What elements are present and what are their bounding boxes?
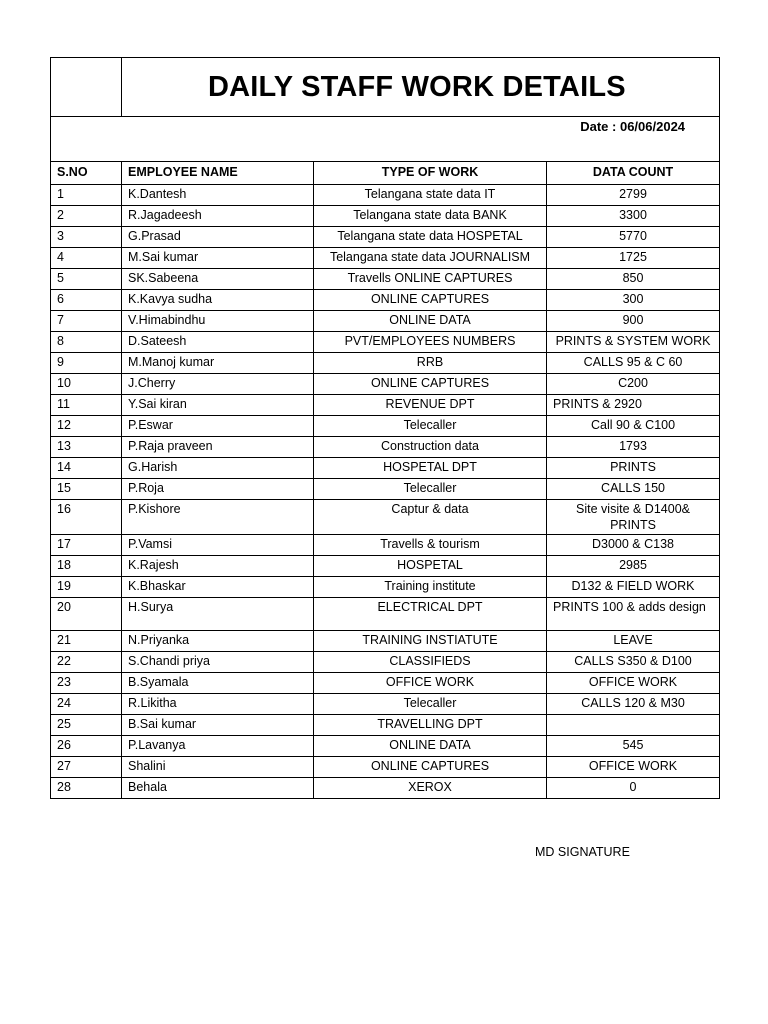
cell-type-of-work: Travells ONLINE CAPTURES [314, 269, 547, 290]
cell-type-of-work: Telangana state data HOSPETAL [314, 227, 547, 248]
cell-sno: 20 [51, 598, 122, 631]
cell-sno: 7 [51, 311, 122, 332]
cell-sno: 13 [51, 437, 122, 458]
cell-type-of-work: Travells & tourism [314, 535, 547, 556]
cell-employee-name: Behala [122, 778, 314, 799]
cell-employee-name: SK.Sabeena [122, 269, 314, 290]
cell-sno: 24 [51, 694, 122, 715]
cell-type-of-work: ONLINE CAPTURES [314, 374, 547, 395]
cell-employee-name: P.Kishore [122, 500, 314, 535]
cell-employee-name: R.Jagadeesh [122, 206, 314, 227]
cell-sno: 28 [51, 778, 122, 799]
cell-data-count: CALLS 95 & C 60 [547, 353, 720, 374]
page-title: DAILY STAFF WORK DETAILS [122, 58, 720, 117]
cell-type-of-work: Training institute [314, 577, 547, 598]
cell-data-count: CALLS 120 & M30 [547, 694, 720, 715]
cell-data-count: D3000 & C138 [547, 535, 720, 556]
cell-sno: 19 [51, 577, 122, 598]
cell-data-count: Call 90 & C100 [547, 416, 720, 437]
cell-sno: 2 [51, 206, 122, 227]
cell-employee-name: P.Roja [122, 479, 314, 500]
header-data-count: DATA COUNT [547, 162, 720, 185]
cell-employee-name: Y.Sai kiran [122, 395, 314, 416]
table-row [51, 598, 720, 631]
cell-sno: 11 [51, 395, 122, 416]
cell-sno: 15 [51, 479, 122, 500]
table-row [51, 652, 720, 673]
table-row [51, 577, 720, 598]
cell-data-count: PRINTS 100 & adds design [547, 598, 720, 631]
table-row [51, 715, 720, 736]
table-row [51, 290, 720, 311]
cell-type-of-work: TRAVELLING DPT [314, 715, 547, 736]
cell-data-count: 1793 [547, 437, 720, 458]
cell-data-count: LEAVE [547, 631, 720, 652]
cell-sno: 3 [51, 227, 122, 248]
cell-type-of-work: ELECTRICAL DPT [314, 598, 547, 631]
table-row [51, 458, 720, 479]
cell-data-count: PRINTS & SYSTEM WORK [547, 332, 720, 353]
table-header-row [51, 162, 720, 185]
cell-employee-name: G.Prasad [122, 227, 314, 248]
cell-data-count: 545 [547, 736, 720, 757]
cell-employee-name: V.Himabindhu [122, 311, 314, 332]
cell-employee-name: S.Chandi priya [122, 652, 314, 673]
cell-type-of-work: CLASSIFIEDS [314, 652, 547, 673]
cell-data-count: OFFICE WORK [547, 673, 720, 694]
report-date: Date : 06/06/2024 [51, 117, 720, 162]
cell-employee-name: P.Eswar [122, 416, 314, 437]
cell-employee-name: P.Raja praveen [122, 437, 314, 458]
table-row [51, 395, 720, 416]
date-row [51, 117, 720, 162]
cell-sno: 21 [51, 631, 122, 652]
cell-employee-name: R.Likitha [122, 694, 314, 715]
cell-type-of-work: Telangana state data IT [314, 185, 547, 206]
cell-data-count: 0 [547, 778, 720, 799]
cell-sno: 17 [51, 535, 122, 556]
cell-type-of-work: ONLINE DATA [314, 736, 547, 757]
table-body [51, 58, 720, 799]
header-sno: S.NO [51, 162, 122, 185]
cell-data-count: 300 [547, 290, 720, 311]
table-row [51, 269, 720, 290]
table-row [51, 185, 720, 206]
table-row [51, 673, 720, 694]
cell-employee-name: K.Dantesh [122, 185, 314, 206]
cell-sno: 1 [51, 185, 122, 206]
cell-data-count: PRINTS & 2920 [547, 395, 720, 416]
cell-type-of-work: REVENUE DPT [314, 395, 547, 416]
cell-type-of-work: Telangana state data JOURNALISM [314, 248, 547, 269]
table-row [51, 206, 720, 227]
cell-data-count [547, 715, 720, 736]
cell-type-of-work: Captur & data [314, 500, 547, 535]
cell-type-of-work: Construction data [314, 437, 547, 458]
title-row [51, 58, 720, 117]
cell-employee-name: Shalini [122, 757, 314, 778]
header-employee-name: EMPLOYEE NAME [122, 162, 314, 185]
cell-employee-name: B.Syamala [122, 673, 314, 694]
cell-employee-name: J.Cherry [122, 374, 314, 395]
cell-data-count: Site visite & D1400& PRINTS [547, 500, 720, 535]
cell-type-of-work: OFFICE WORK [314, 673, 547, 694]
cell-employee-name: K.Bhaskar [122, 577, 314, 598]
table-row [51, 311, 720, 332]
cell-type-of-work: TRAINING INSTIATUTE [314, 631, 547, 652]
cell-type-of-work: Telangana state data BANK [314, 206, 547, 227]
cell-data-count: 1725 [547, 248, 720, 269]
cell-sno: 4 [51, 248, 122, 269]
cell-sno: 18 [51, 556, 122, 577]
cell-data-count: 2985 [547, 556, 720, 577]
cell-sno: 25 [51, 715, 122, 736]
table-row [51, 479, 720, 500]
cell-type-of-work: HOSPETAL [314, 556, 547, 577]
table-row [51, 556, 720, 577]
cell-sno: 8 [51, 332, 122, 353]
table-row [51, 416, 720, 437]
cell-type-of-work: XEROX [314, 778, 547, 799]
cell-sno: 16 [51, 500, 122, 535]
cell-data-count: D132 & FIELD WORK [547, 577, 720, 598]
cell-sno: 27 [51, 757, 122, 778]
cell-data-count: OFFICE WORK [547, 757, 720, 778]
header-type-of-work: TYPE OF WORK [314, 162, 547, 185]
cell-data-count: 900 [547, 311, 720, 332]
table-row [51, 757, 720, 778]
cell-data-count: CALLS 150 [547, 479, 720, 500]
cell-employee-name: P.Vamsi [122, 535, 314, 556]
cell-sno: 14 [51, 458, 122, 479]
cell-employee-name: M.Sai kumar [122, 248, 314, 269]
cell-type-of-work: PVT/EMPLOYEES NUMBERS [314, 332, 547, 353]
table-row [51, 500, 720, 535]
cell-type-of-work: ONLINE DATA [314, 311, 547, 332]
cell-data-count: 2799 [547, 185, 720, 206]
cell-employee-name: M.Manoj kumar [122, 353, 314, 374]
cell-sno: 26 [51, 736, 122, 757]
staff-work-table [50, 57, 720, 799]
cell-data-count: 3300 [547, 206, 720, 227]
cell-employee-name: D.Sateesh [122, 332, 314, 353]
table-row [51, 736, 720, 757]
cell-type-of-work: HOSPETAL DPT [314, 458, 547, 479]
cell-employee-name: N.Priyanka [122, 631, 314, 652]
table-row [51, 248, 720, 269]
cell-sno: 9 [51, 353, 122, 374]
cell-type-of-work: Telecaller [314, 416, 547, 437]
cell-employee-name: H.Surya [122, 598, 314, 631]
cell-employee-name: K.Kavya sudha [122, 290, 314, 311]
cell-type-of-work: RRB [314, 353, 547, 374]
md-signature-label: MD SIGNATURE [535, 845, 630, 859]
cell-data-count: 850 [547, 269, 720, 290]
cell-employee-name: B.Sai kumar [122, 715, 314, 736]
cell-employee-name: G.Harish [122, 458, 314, 479]
cell-data-count: CALLS S350 & D100 [547, 652, 720, 673]
cell-sno: 23 [51, 673, 122, 694]
cell-employee-name: K.Rajesh [122, 556, 314, 577]
table-row [51, 332, 720, 353]
cell-sno: 6 [51, 290, 122, 311]
cell-data-count: PRINTS [547, 458, 720, 479]
cell-type-of-work: Telecaller [314, 479, 547, 500]
table-row [51, 437, 720, 458]
cell-data-count: C200 [547, 374, 720, 395]
cell-sno: 12 [51, 416, 122, 437]
cell-sno: 10 [51, 374, 122, 395]
table-row [51, 535, 720, 556]
cell-data-count: 5770 [547, 227, 720, 248]
table-row [51, 353, 720, 374]
cell-type-of-work: ONLINE CAPTURES [314, 290, 547, 311]
cell-type-of-work: ONLINE CAPTURES [314, 757, 547, 778]
cell-type-of-work: Telecaller [314, 694, 547, 715]
cell-sno: 22 [51, 652, 122, 673]
cell-employee-name: P.Lavanya [122, 736, 314, 757]
table-row [51, 374, 720, 395]
table-row [51, 227, 720, 248]
table-row [51, 694, 720, 715]
table-row [51, 631, 720, 652]
title-spacer-cell [51, 58, 122, 117]
cell-sno: 5 [51, 269, 122, 290]
table-row [51, 778, 720, 799]
